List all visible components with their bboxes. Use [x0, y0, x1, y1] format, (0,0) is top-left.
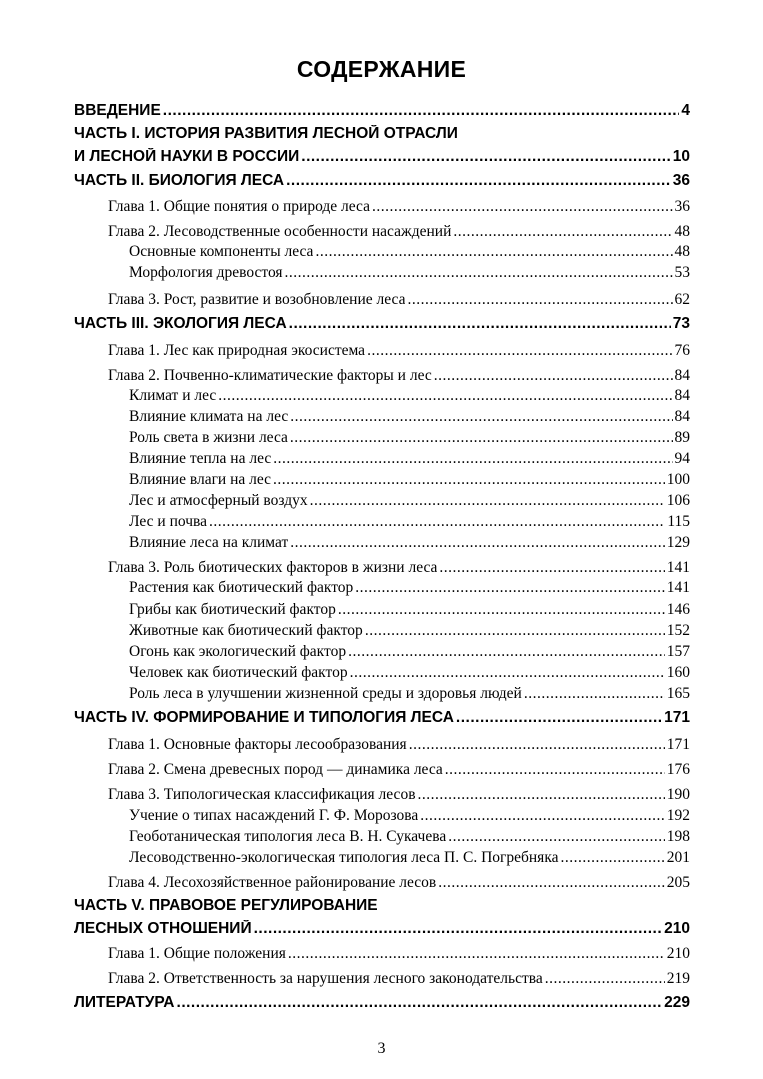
toc-entry-chapter[interactable]: Глава 2. Смена древесных пород — динамика леса ..... 176: [74, 757, 690, 779]
toc-entry-part-5-line-2[interactable]: ЛЕСНЫХ ОТНОШЕНИЙ ..... 210: [74, 916, 690, 938]
toc-entry-section[interactable]: Роль света в жизни леса ..... 89: [74, 425, 690, 447]
toc-entry-chapter[interactable]: Глава 3. Типологическая классификация лесов ..... 190: [74, 782, 690, 804]
toc-entry-chapter[interactable]: Глава 1. Лес как природная экосистема ..... 76: [74, 338, 690, 360]
toc-entry-chapter[interactable]: Глава 3. Роль биотических факторов в жизни леса ..... 141: [74, 555, 690, 577]
toc-entry-part-1-line-2[interactable]: И ЛЕСНОЙ НАУКИ В РОССИИ ..... 10: [74, 144, 690, 166]
toc-entry-section[interactable]: Роль леса в улучшении жизненной среды и здоровья людей ..... 165: [74, 681, 690, 703]
toc-entry-section[interactable]: Лес и атмосферный воздух ..... 106: [74, 488, 690, 510]
toc-entry-chapter[interactable]: Глава 1. Общие положения ..... 210: [74, 941, 690, 963]
toc-entry-part-4[interactable]: ЧАСТЬ IV. ФОРМИРОВАНИЕ И ТИПОЛОГИЯ ЛЕСА ..... 171: [74, 705, 690, 727]
toc-entry-section[interactable]: Влияние климата на лес ..... 84: [74, 404, 690, 426]
toc-entry-section[interactable]: Влияние леса на климат ..... 129: [74, 530, 690, 552]
toc-entry-intro[interactable]: ВВЕДЕНИЕ ..... 4: [74, 98, 690, 120]
toc-entry-chapter[interactable]: Глава 1. Общие понятия о природе леса ..... 36: [74, 194, 690, 216]
toc-entry-section[interactable]: Геоботаническая типология леса В. Н. Сукачева ..... 198: [74, 824, 690, 846]
toc-entry-section[interactable]: Климат и лес ..... 84: [74, 383, 690, 405]
toc-entry-section[interactable]: Лесоводственно-экологическая типология леса П. С. Погребняка ..... 201: [74, 845, 690, 867]
toc-entry-chapter[interactable]: Глава 4. Лесохозяйственное районирование лесов ..... 205: [74, 870, 690, 892]
toc-entry-section[interactable]: Влияние влаги на лес ..... 100: [74, 467, 690, 489]
page-number: 3: [377, 1040, 386, 1057]
toc-entry-section[interactable]: Морфология древостоя ..... 53: [74, 260, 690, 282]
toc-entry-section[interactable]: Влияние тепла на лес ..... 94: [74, 446, 690, 468]
toc-entry-section[interactable]: Грибы как биотический фактор ..... 146: [74, 597, 690, 619]
page-title: СОДЕРЖАНИЕ: [296, 56, 467, 82]
toc-entry-section[interactable]: Животные как биотический фактор ..... 152: [74, 618, 690, 640]
toc-entry-part-3[interactable]: ЧАСТЬ III. ЭКОЛОГИЯ ЛЕСА ..... 73: [74, 311, 690, 333]
toc-entry-chapter[interactable]: Глава 1. Основные факторы лесообразования ..... 171: [74, 732, 690, 754]
toc-entry-part-5-line-1[interactable]: ЧАСТЬ V. ПРАВОВОЕ РЕГУЛИРОВАНИЕ: [74, 897, 378, 914]
toc-entry-section[interactable]: Учение о типах насаждений Г. Ф. Морозова ..... 192: [74, 803, 690, 825]
toc-entry-section[interactable]: Огонь как экологический фактор ..... 157: [74, 639, 690, 661]
toc-entry-chapter[interactable]: Глава 2. Почвенно-климатические факторы и лес ..... 84: [74, 363, 690, 385]
toc-entry-section[interactable]: Основные компоненты леса ..... 48: [74, 239, 690, 261]
toc-entry-chapter[interactable]: Глава 3. Рост, развитие и возобновление леса ..... 62: [74, 287, 690, 309]
toc-entry-section[interactable]: Растения как биотический фактор ..... 141: [74, 575, 690, 597]
toc-entry-section[interactable]: Человек как биотический фактор ..... 160: [74, 660, 690, 682]
toc-entry-chapter[interactable]: Глава 2. Лесоводственные особенности насаждений ..... 48: [74, 219, 690, 241]
toc-entry-literature[interactable]: ЛИТЕРАТУРА ..... 229: [74, 990, 690, 1012]
toc-entry-part-2[interactable]: ЧАСТЬ II. БИОЛОГИЯ ЛЕСА ..... 36: [74, 168, 690, 190]
toc-entry-chapter[interactable]: Глава 2. Ответственность за нарушения лесного законодательства ..... 219: [74, 966, 690, 988]
toc-entry-part-1-line-1[interactable]: ЧАСТЬ I. ИСТОРИЯ РАЗВИТИЯ ЛЕСНОЙ ОТРАСЛИ: [74, 125, 458, 142]
toc-entry-section[interactable]: Лес и почва ..... 115: [74, 509, 690, 531]
